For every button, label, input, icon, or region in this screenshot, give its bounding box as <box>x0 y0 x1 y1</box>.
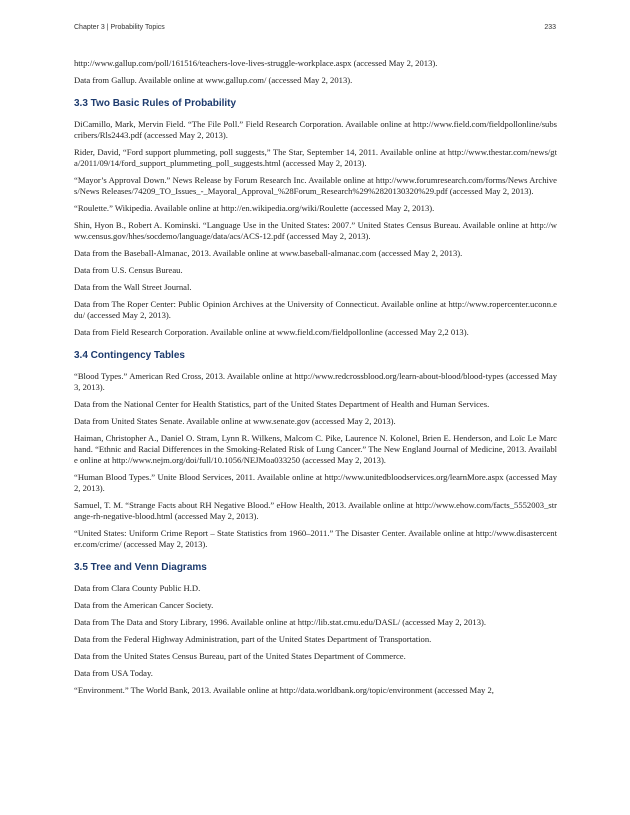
references-body <box>74 58 557 702</box>
section-heading-3-3: 3.3 Two Basic Rules of Probability <box>74 98 237 109</box>
reference-entry: Data from Clara County Public H.D. <box>74 583 201 593</box>
section-heading-3-4: 3.4 Contingency Tables <box>74 350 185 361</box>
reference-entry: Data from The Data and Story Library, 1996. Available online at http://lib.stat.cmu.edu/DASL/ (accessed May 2, 2013). <box>74 617 486 627</box>
reference-entry: Shin, Hyon B., Robert A. Kominski. “Language Use in the United States: 2007.” United States Census Bureau. Available online at http://www.census.gov/hhes/socdemo/language/data/acs/ACS-12.pdf (accessed May 2, 2013). <box>74 220 557 241</box>
reference-entry: http://www.gallup.com/poll/161516/teachers-love-lives-struggle-workplace.aspx (accessed May 2, 2013). <box>74 58 438 68</box>
reference-entry: Data from the Baseball-Almanac, 2013. Available online at www.baseball-almanac.com (accessed May 2, 2013). <box>74 248 463 258</box>
reference-entry: Data from the American Cancer Society. <box>74 600 214 610</box>
reference-entry: Data from the National Center for Health Statistics, part of the United States Department of Health and Human Services. <box>74 399 490 409</box>
page-number: 233 <box>544 24 556 31</box>
reference-entry: “Environment.” The World Bank, 2013. Available online at http://data.worldbank.org/topic/environment (accessed May 2, <box>74 685 494 695</box>
reference-entry: Data from the United States Census Bureau, part of the United States Department of Commerce. <box>74 651 406 661</box>
reference-entry: Samuel, T. M. “Strange Facts about RH Negative Blood.” eHow Health, 2013. Available online at http://www.ehow.com/facts_5552003_strange-rh-negative-blood.html (accessed May 2, 2013). <box>74 500 557 521</box>
reference-entry: Data from United States Senate. Available online at www.senate.gov (accessed May 2, 2013). <box>74 416 396 426</box>
reference-entry: “Human Blood Types.” Unite Blood Services, 2011. Available online at http://www.unitedbloodservices.org/learnMore.aspx (accessed May 2, 2013). <box>74 472 557 493</box>
reference-entry: “Roulette.” Wikipedia. Available online at http://en.wikipedia.org/wiki/Roulette (accessed May 2, 2013). <box>74 203 435 213</box>
reference-entry: DiCamillo, Mark, Mervin Field. “The File Poll.” Field Research Corporation. Available online at http://www.field.com/fieldpollonline/subscribers/Rls2443.pdf (accessed May 2, 2013). <box>74 119 557 140</box>
running-header-chapter: Chapter 3 | Probability Topics <box>74 24 165 31</box>
reference-entry: Data from the Wall Street Journal. <box>74 282 192 292</box>
reference-entry: Data from The Roper Center: Public Opinion Archives at the University of Connecticut. Available online at http://www.ropercenter.uconn.edu/ (accessed May 2, 2013). <box>74 299 557 320</box>
reference-entry: Haiman, Christopher A., Daniel O. Stram, Lynn R. Wilkens, Malcom C. Pike, Laurence N. Kolonel, Brien E. Henderson, and Loïc Le Marchand. “Ethnic and Racial Differences in the Smoking-Related Risk of Lung Cancer.” The New England Journal of Medicine, 2013. Available online at http://www.nejm.org/doi/full/10.1056/NEJMoa033250 (accessed May 2, 2013). <box>74 433 557 465</box>
reference-entry: Data from Field Research Corporation. Available online at www.field.com/fieldpollonline (accessed May 2,2 013). <box>74 327 469 337</box>
reference-entry: Data from Gallup. Available online at www.gallup.com/ (accessed May 2, 2013). <box>74 75 353 85</box>
reference-entry: “United States: Uniform Crime Report – State Statistics from 1960–2011.” The Disaster Center. Available online at http://www.disastercenter.com/crime/ (accessed May 2, 2013). <box>74 528 557 549</box>
reference-entry: Data from the Federal Highway Administration, part of the United States Department of Transportation. <box>74 634 432 644</box>
reference-entry: Data from USA Today. <box>74 668 153 678</box>
section-heading-3-5: 3.5 Tree and Venn Diagrams <box>74 562 207 573</box>
reference-entry: “Mayor’s Approval Down.” News Release by Forum Research Inc. Available online at http://www.forumresearch.com/forms/News Archives/News Releases/74209_TO_Issues_-_Mayoral_Approval_%28Forum_Research%29%2820130320%29.pdf (accessed May 2, 2013). <box>74 175 557 196</box>
reference-entry: “Blood Types.” American Red Cross, 2013. Available online at http://www.redcrossblood.org/learn-about-blood/blood-types (accessed May 3, 2013). <box>74 371 557 392</box>
reference-entry: Data from U.S. Census Bureau. <box>74 265 183 275</box>
reference-entry: Rider, David, “Ford support plummeting, poll suggests,” The Star, September 14, 2011. Available online at http://www.thestar.com/news/gta/2011/09/14/ford_support_plummeting_poll_suggests.html (accessed May 2, 2013). <box>74 147 557 168</box>
